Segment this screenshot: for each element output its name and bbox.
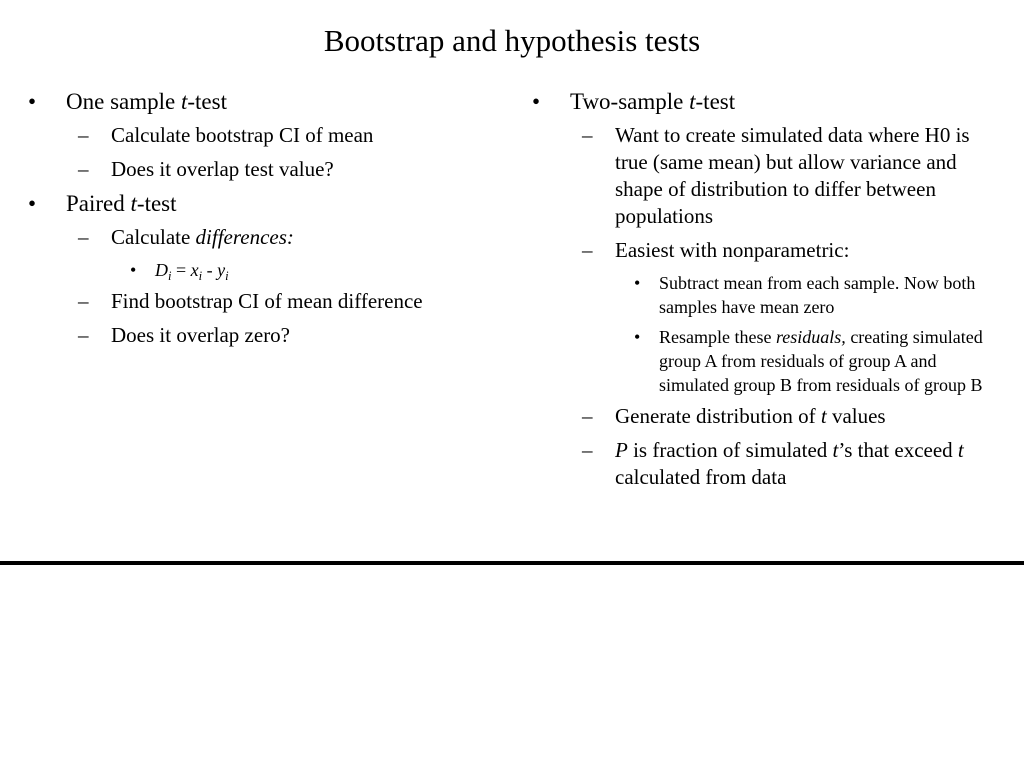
sub-item-generate: – Generate distribution of t values	[582, 404, 886, 428]
bullet-dash: –	[582, 238, 593, 262]
bullet-dash: –	[582, 123, 593, 147]
bullet-dot: •	[634, 327, 641, 347]
sub-item-calc-differences: – Calculate differences:	[78, 225, 294, 249]
right-column	[532, 88, 1000, 498]
bullet-dot: •	[28, 89, 37, 114]
sub-item-find-ci-diff: – Find bootstrap CI of mean difference	[78, 289, 423, 313]
divider-line	[0, 561, 1024, 565]
bullet-dash: –	[582, 438, 593, 462]
bullet-dash: –	[78, 157, 89, 181]
sub-sub-item-subtract: • Subtract mean from each sample. Now both samples have mean zero	[634, 273, 976, 317]
bullet-dash: –	[78, 289, 89, 313]
slide-title: Bootstrap and hypothesis tests	[323, 23, 701, 58]
left-column	[28, 88, 508, 356]
sub-item-overlap-test: – Does it overlap test value?	[78, 157, 334, 181]
bullet-dot: •	[532, 89, 541, 114]
bullet-dash: –	[582, 404, 593, 428]
bullet-dash: –	[78, 323, 89, 347]
sub-sub-item-resample: • Resample these residuals, creating simulated group A from residuals of group A and simulated group B from residuals of group B	[634, 327, 983, 395]
sub-item-calc-ci: – Calculate bootstrap CI of mean	[78, 123, 374, 147]
sub-item-want: – Want to create simulated data where H0 is true (same mean) but allow variance and shape of distribution to differ between populations	[582, 123, 970, 228]
sub-item-p-fraction: – P is fraction of simulated t’s that exceed t calculated from data	[582, 438, 964, 489]
formula-item: • $D_i = x_i - y_i$	[130, 260, 229, 283]
bullet-two-sample-t-test: • Two-sample t-test	[532, 89, 736, 114]
bullet-paired-t-test: • Paired t-test	[28, 191, 177, 216]
bullet-dash: –	[78, 225, 89, 249]
bullet-dot: •	[634, 273, 641, 293]
bullet-one-sample-t-test: • One sample t-test	[28, 89, 227, 114]
sub-item-easiest: – Easiest with nonparametric:	[582, 238, 850, 262]
bullet-dash: –	[78, 123, 89, 147]
bullet-dot: •	[28, 191, 37, 216]
sub-item-overlap-zero: – Does it overlap zero?	[78, 323, 291, 347]
bullet-dot: •	[130, 260, 137, 280]
